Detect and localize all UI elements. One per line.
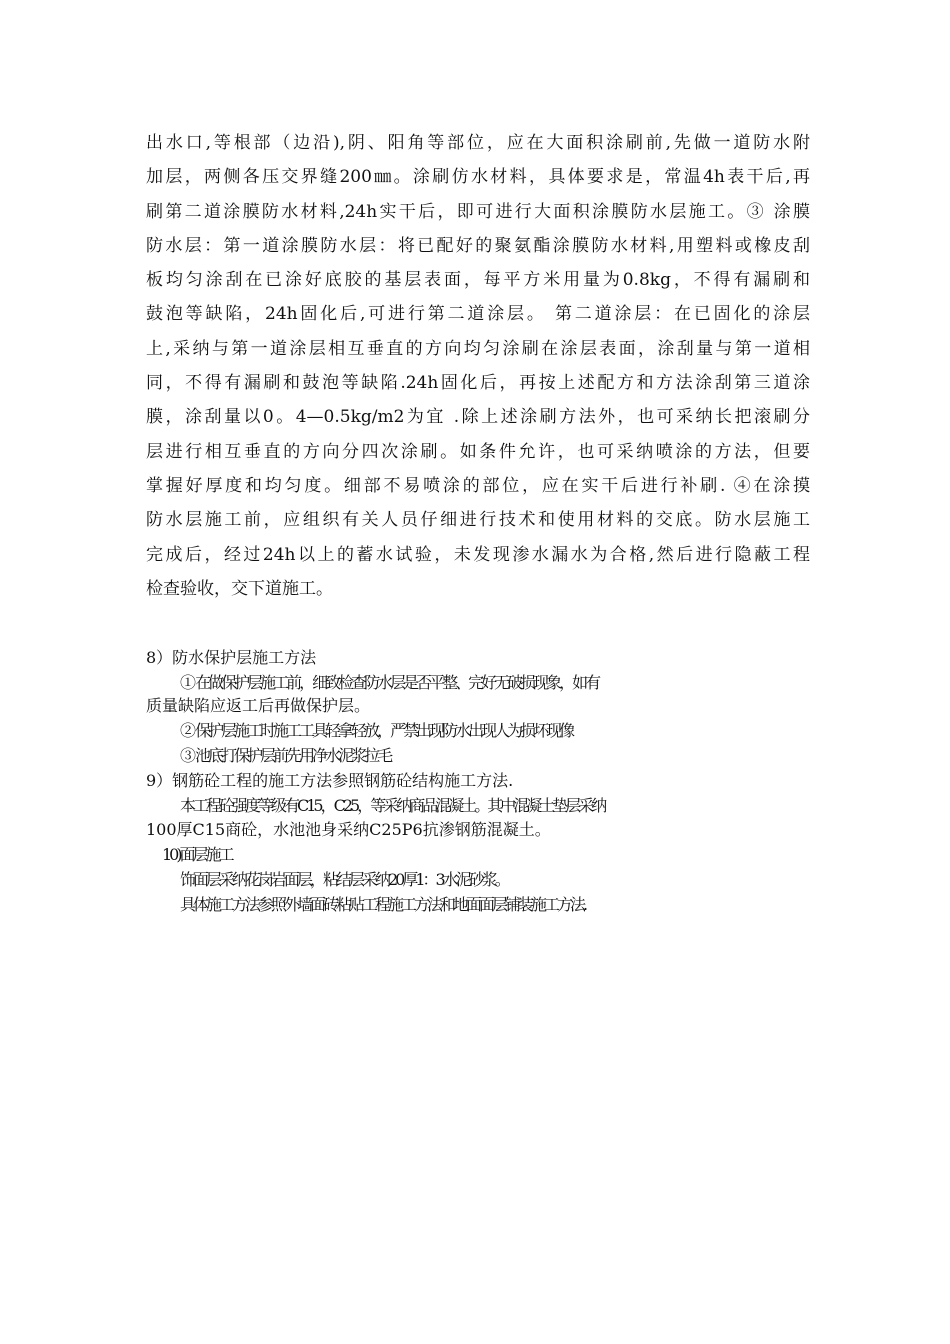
paragraph-line: 层进行相互垂直的方向分四次涂刷。如条件允许，也可采纳喷涂的方法，但要 — [146, 441, 810, 462]
paragraph-line: 上,采纳与第一道涂层相互垂直的方向均匀涂刷在涂层表面，涂刮量与第一道相 — [146, 338, 810, 359]
paragraph-line: 防水层施工前，应组织有关人员仔细进行技术和使用材料的交底。防水层施工 — [146, 510, 810, 531]
paragraph-line: 板均匀涂刮在已涂好底胶的基层表面，每平方米用量为0.8kg，不得有漏刷和 — [146, 270, 810, 291]
section-8-item-1-continued: 质量缺陷应返工后再做保护层。 — [146, 696, 371, 715]
section-9-paragraph-continued: 100厚C15商砼，水池池身采纳C25P6抗渗钢筋混凝土。 — [146, 820, 551, 839]
waterproof-coating-paragraph — [146, 126, 810, 606]
section-8-item-3: ③ 池底打保护层前先用净水泥浆拉毛 — [180, 746, 391, 765]
paragraph-line: 防水层：第一道涂膜防水层：将已配好的聚氨酯涂膜防水材料,用塑料或橡皮刮 — [146, 235, 810, 256]
paragraph-line: 同，不得有漏刷和鼓泡等缺陷.24h固化后，再按上述配方和方法涂刮第三道涂 — [146, 373, 810, 394]
section-9-heading: 9）钢筋砼工程的施工方法参照钢筋砼结构施工方法. — [146, 771, 514, 790]
paragraph-line: 掌握好厚度和均匀度。细部不易喷涂的部位，应在实干后进行补刷. ④在涂摸 — [146, 475, 810, 496]
paragraph-line: 出水口,等根部（边沿),阴、阳角等部位，应在大面积涂刷前,先做一道防水附 — [146, 133, 810, 153]
section-8-heading: 8）防水保护层施工方法 — [146, 648, 317, 667]
section-8-item-1: ① 在做保护层施工前，细致检查防水层是否平整、完好无破损现象，如有 — [180, 673, 599, 692]
paragraph-line: 检查验收，交下道施工。 — [146, 578, 333, 599]
section-10-paragraph-2: 具体施工方法参照外墙面砖粘贴工程施工方法和地面面层铺装施工方法. — [180, 895, 586, 914]
paragraph-line: 膜，涂刮量以0。4—0.5kg/m2为宜 .除上述涂刷方法外，也可采纳长把滚刷分 — [146, 407, 810, 428]
paragraph-line: 鼓泡等缺陷，24h固化后,可进行第二道涂层。 第二道涂层：在已固化的涂层 — [146, 304, 810, 325]
paragraph-line: 完成后，经过24h以上的蓄水试验，未发现渗水漏水为合格,然后进行隐蔽工程 — [146, 544, 810, 565]
paragraph-line: 加层，两侧各压交界缝200㎜。涂刷仿水材料，具体要求是，常温4h表干后,再 — [146, 167, 810, 188]
section-10-heading: 10)面层施工 — [162, 845, 232, 864]
section-9-paragraph: 本工程砼强度等级有C15，C25，等采纳商品混凝土。其中混凝土垫层采纳 — [180, 796, 605, 815]
section-8-item-2: ② 保护层施工时施工工具轻拿轻放，严禁出现防水出现人为损坏现像 — [180, 721, 573, 740]
paragraph-line: 刷第二道涂膜防水材料,24h实干后，即可进行大面积涂膜防水层施工。③ 涂膜 — [146, 201, 810, 222]
section-10-paragraph-1: 饰面层采纳花岗岩面层，粘结层采纳20厚1：3水泥砂浆。 — [180, 870, 508, 889]
